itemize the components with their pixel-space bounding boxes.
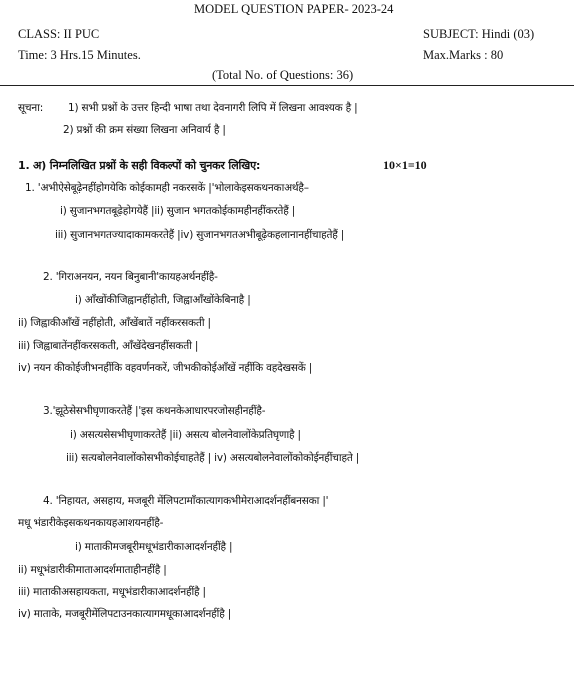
q4-option-3: iii) माताकीअसहायकता, मधूभंडारीकाआदर्शनहींहै |: [18, 586, 206, 598]
q2-option-3: iii) जिह्वाबातेंनहींकरसकती, आँखेंदेखनहींसकती |: [18, 340, 199, 352]
question-4: 4. 'निहायत, असहाय, मजबूरी मेंलिपटामाँकात्यागकभीमेराआदर्शनहींबनसका |': [43, 495, 329, 507]
header-divider: [0, 85, 574, 86]
time-label: Time: 3 Hrs.15 Minutes.: [18, 48, 141, 62]
q1-option-line-1: i) सुजानभगतबूढ़ेहोगयेहैं |ii) सुजान भगतकोईकामहीनहींकरतेहैं |: [60, 205, 296, 217]
class-label: CLASS: II PUC: [18, 27, 100, 41]
question-1: 1. 'अभीऐसेबूढ़ेनहींहोगयेकि कोईकामही नकरसकें |'भोलाकेइसकथनकाअर्थहै–: [25, 182, 309, 194]
q4-option-1: i) माताकीमजबूरीमधूभंडारीकाआदर्शनहींहै |: [75, 541, 233, 553]
question-4-continued: मधू भंडारीकेइसकथनकायहआशयनहींहै-: [18, 517, 164, 529]
section-marks: 10×1=10: [383, 158, 427, 172]
q4-option-2: ii) मधूभंडारीकीमाताआदर्शमाताहीनहींहै |: [18, 564, 167, 576]
notice-line-1: 1) सभी प्रश्नों के उत्तर हिन्दी भाषा तथा देवनागरी लिपि में लिखना आवश्यक है |: [68, 102, 358, 114]
max-marks-label: Max.Marks : 80: [423, 48, 504, 62]
q3-option-line-1: i) असत्यसेसभीघृणाकरतेहैं |ii) असत्य बोलनेवालोंकेप्रतिघृणाहै |: [70, 429, 301, 441]
question-2: 2. 'गिराअनयन, नयन बिनुबानी'कायहअर्थनहींहै-: [43, 271, 218, 283]
notice-line-2: 2) प्रश्नों की क्रम संख्या लिखना अनिवार्य है |: [63, 124, 226, 136]
subject-label: SUBJECT: Hindi (03): [423, 27, 535, 41]
q3-option-line-2: iii) सत्यबोलनेवालोंकोसभीकोईचाहतेहैं | iv) असत्यबोलनेवालोंकोकोईनहींचाहते |: [66, 452, 360, 464]
notice-label: सूचना:: [18, 102, 44, 114]
question-3: 3.'झूठेसेसभीघृणाकरतेहैं |'इस कथनकेआधारपरजोसहीनहींहै-: [43, 405, 266, 417]
total-questions-label: (Total No. of Questions: 36): [212, 68, 354, 82]
q1-option-line-2: iii) सुजानभगतज्यादाकामकरतेहैं |iv) सुजानभगतअभीबूढ़ेकहलानानहींचाहतेहैं |: [55, 229, 345, 241]
q2-option-4: iv) नयन कीकोईजीभनहींकि वहवर्णनकरें, जीभकीकोईआँखें नहींकि वहदेखसकें |: [18, 362, 313, 374]
paper-title: MODEL QUESTION PAPER- 2023-24: [194, 2, 394, 16]
q2-option-2: ii) जिह्वाकीआँखें नहींहोती, आँखेंबातें नहींकरसकती |: [18, 317, 211, 329]
q4-option-4: iv) माताके, मजबूरीमेंलिपटाउनकात्यागमधूकाआदर्शनहींहै |: [18, 608, 232, 620]
section-heading: 1. अ) निम्नलिखित प्रश्नों के सही विकल्पों को चुनकर लिखिए:: [18, 159, 261, 172]
q2-option-1: i) आँखोंकीजिह्वानहींहोती, जिह्वाआँखोंकेबिनाहै |: [75, 294, 251, 306]
